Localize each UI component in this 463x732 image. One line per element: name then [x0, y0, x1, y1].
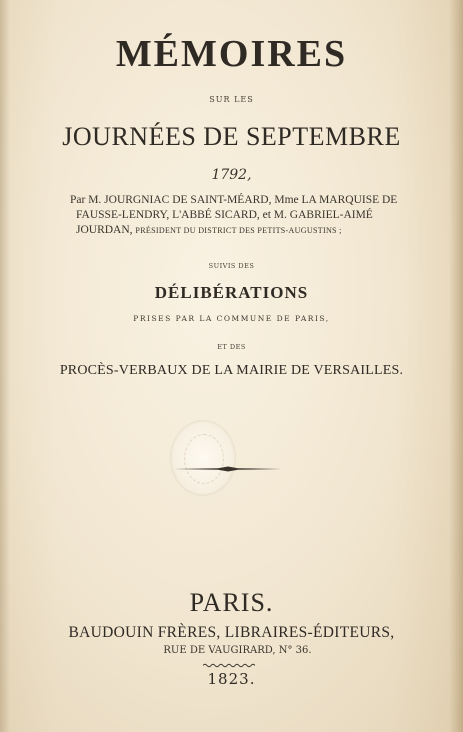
subject-year: 1792, [211, 167, 252, 183]
title-connector: SUR LES [209, 95, 254, 104]
publication-city: PARIS. [189, 588, 274, 617]
authors-line-1: Par M. JOURGNIAC DE SAINT-MÉARD, Mme LA MARQUISE DE [70, 194, 398, 206]
deliberations-heading: DÉLIBÉRATIONS [154, 283, 309, 302]
suivi-des-connector: SUIVIS DES [208, 262, 255, 270]
book-title: MÉMOIRES [115, 33, 348, 75]
proces-verbaux-heading: PROCÈS-VERBAUX DE LA MAIRIE DE VERSAILLES. [59, 363, 404, 378]
library-blind-stamp [170, 420, 236, 496]
stamp-ring [184, 434, 224, 484]
author-jourdan: JOURDAN, [76, 224, 133, 236]
author-jourdan-title: PRÉSIDENT DU DISTRICT DES PETITS-AUGUSTINS ; [135, 226, 342, 235]
publisher-name: BAUDOUIN FRÈRES, LIBRAIRES-ÉDITEURS, [68, 624, 395, 641]
deliberations-subtitle: PRISES PAR LA COMMUNE DE PARIS, [133, 314, 330, 323]
publisher-address: RUE DE VAUGIRARD, N° 36. [163, 645, 312, 656]
book-subject: JOURNÉES DE SEPTEMBRE [62, 122, 401, 151]
wavy-rule [203, 663, 255, 668]
publication-date: 1823. [207, 670, 256, 688]
ornamental-rule [174, 466, 282, 472]
et-des-connector: ET DES [217, 343, 246, 351]
authors-line-2: FAUSSE-LENDRY, L'ABBÉ SICARD, et M. GABRIEL-AIMÉ [76, 209, 373, 221]
authors-line-3 [76, 223, 406, 238]
